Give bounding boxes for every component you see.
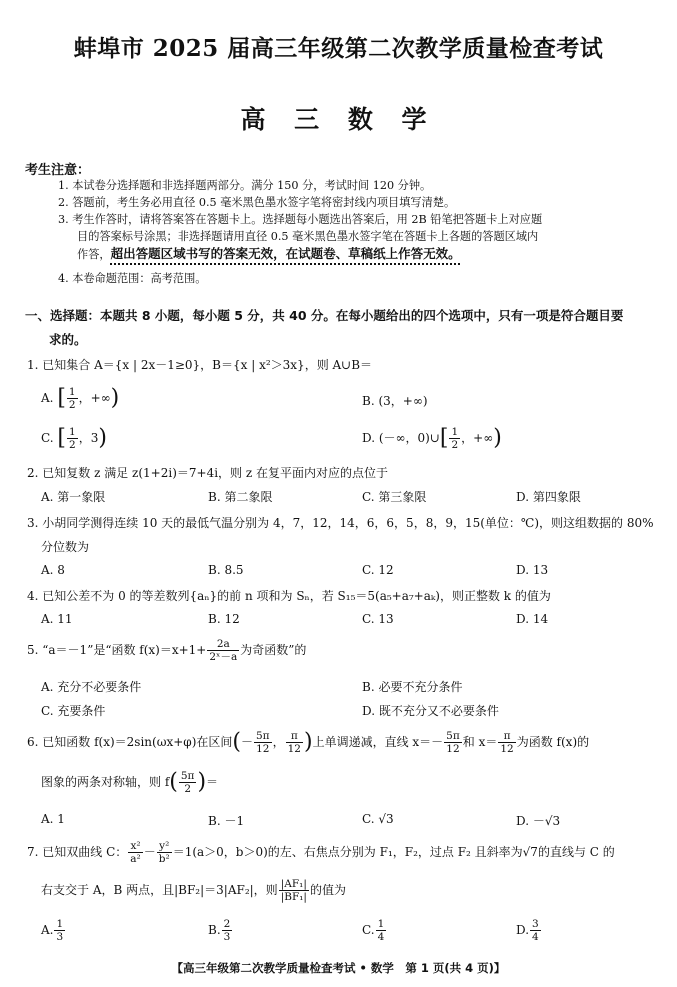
question-2-option-a: A. 第一象限	[41, 490, 106, 504]
question-3-option-b: B. 8.5	[208, 563, 244, 577]
question-2-option-b: B. 第二象限	[208, 490, 273, 504]
notice-item-3b: 目的答案标号涂黑；非选择题请用直径 0.5 毫米黑色墨水签字笔在答题卡上各题的答题区域内	[77, 230, 539, 243]
question-5-option-c: C. 充要条件	[41, 704, 106, 718]
question-3-option-c: C. 12	[362, 563, 394, 577]
question-4-option-d: D. 14	[516, 612, 549, 626]
question-4-stem: 4. 已知公差不为 0 的等差数列{aₙ}的前 n 项和为 Sₙ，若 S₁₅＝5(a₅+a₇+aₖ)，则正整数 k 的值为	[27, 589, 551, 603]
notice-item-2: 2. 答题前，考生务必用直径 0.5 毫米黑色墨水签字笔将密封线内项目填写清楚。	[58, 196, 456, 209]
question-3-stem-line2: 分位数为	[41, 540, 90, 554]
notice-emphasis: 超出答题区域书写的答案无效，在试题卷、草稿纸上作答无效。	[110, 246, 461, 261]
question-3-option-a: A. 8	[41, 563, 65, 577]
question-1-stem: 1. 已知集合 A＝{x | 2x－1≥0}，B＝{x | x²＞3x}，则 A∪B＝	[27, 358, 373, 372]
question-7-option-b: B. $\frac{2}{3}$	[208, 918, 231, 943]
question-1-option-c: C. [ $\frac{1}{2}$ ，3)	[41, 425, 107, 451]
question-5-option-b: B. 必要不充分条件	[362, 680, 463, 694]
question-4-option-c: C. 13	[362, 612, 394, 626]
page-footer: 【高三年级第二次教学质量检查考试 • 数学 第 1 页(共 4 页)】	[171, 961, 506, 975]
question-7-option-a: A. $\frac{1}{3}$	[41, 918, 64, 943]
question-6-option-b: B. －1	[208, 814, 245, 828]
section-heading-line1: 一、选择题：本题共 8 小题，每小题 5 分，共 40 分。在每小题给出的四个选项中，只有一项是符合题目要	[25, 308, 624, 323]
question-4-option-b: B. 12	[208, 612, 240, 626]
question-5-option-a: A. 充分不必要条件	[41, 680, 142, 694]
question-7-option-c: C. $\frac{1}{4}$	[362, 918, 385, 943]
notice-item-3c	[77, 245, 461, 263]
notice-item-3a: 3. 考生作答时，请将答案答在答题卡上。选择题每小题选出答案后，用 2B 铅笔把答题卡上对应题	[58, 213, 543, 226]
question-2-option-d: D. 第四象限	[516, 490, 581, 504]
question-7-stem-line1: 7. 已知双曲线 C： $\frac{\text{x²}}{\text{a²}}$ － $\frac{\text{y²}}{\text{b²}}$ ＝1(a＞0，b＞0)的左、右焦点分别为 F₁，F₂，过点 F₂ 且斜率为√7的直线与 C 的	[27, 840, 615, 865]
question-6-stem-line1: 6. 已知函数 f(x)＝2sin(ωx+φ)在区间(－ $\frac{5\pi}{12}$ ， $\frac{\pi}{12}$ )上单调递减，直线 x＝－ $\frac{5\pi}{12}$ 和 x＝ $\frac{\pi}{12}$ 为函数 f(x)的	[27, 729, 590, 755]
question-7-option-d: D. $\frac{3}{4}$	[516, 918, 539, 943]
question-6-option-c: C. √3	[362, 812, 394, 826]
notice-item-3c-pre: 作答，	[77, 248, 111, 261]
question-5-stem: 5. “a＝－1”是“函数 f(x)＝x+1+ $\frac{2a}{\text{2ˣ－a}}$ 为奇函数”的	[27, 638, 307, 663]
question-5-option-d: D. 既不充分又不必要条件	[362, 704, 499, 718]
question-2-stem: 2. 已知复数 z 满足 z(1+2i)＝7+4i，则 z 在复平面内对应的点位于	[27, 466, 388, 480]
question-3-option-d: D. 13	[516, 563, 549, 577]
question-6-stem-line2: 图象的两条对称轴，则 f( $\frac{5\pi}{2}$ )＝	[41, 769, 219, 795]
question-4-option-a: A. 11	[41, 612, 73, 626]
notice-item-4: 4. 本卷命题范围：高考范围。	[58, 272, 207, 285]
question-1-option-a: A. [ $\frac{1}{2}$ ，+∞)	[41, 385, 120, 411]
exam-title: 蚌埠市 2025 届高三年级第二次教学质量检查考试	[73, 35, 604, 62]
question-6-option-a: A. 1	[41, 812, 65, 826]
question-3-stem-line1: 3. 小胡同学测得连续 10 天的最低气温分别为 4，7，12，14，6，6，5，8，9，15(单位：℃)，则这组数据的 80%	[27, 516, 654, 530]
notice-heading: 考生注意：	[25, 163, 91, 178]
notice-item-1: 1. 本试卷分选择题和非选择题两部分。满分 150 分，考试时间 120 分钟。	[58, 179, 432, 192]
subject-title: 高 三 数 学	[240, 105, 437, 134]
question-7-stem-line2: 右支交于 A，B 两点，且|BF₂|＝3|AF₂|，则 $\frac{\text{|AF₁|}}{\text{|BF₁|}}$ 的值为	[41, 878, 346, 903]
section-heading-line2: 求的。	[49, 332, 87, 347]
question-1-option-b: B. (3，+∞)	[362, 394, 428, 408]
question-6-option-d: D. －√3	[516, 814, 561, 828]
question-2-option-c: C. 第三象限	[362, 490, 427, 504]
question-1-option-d: D. (－∞，0)∪[ $\frac{1}{2}$ ，+∞)	[362, 425, 502, 451]
